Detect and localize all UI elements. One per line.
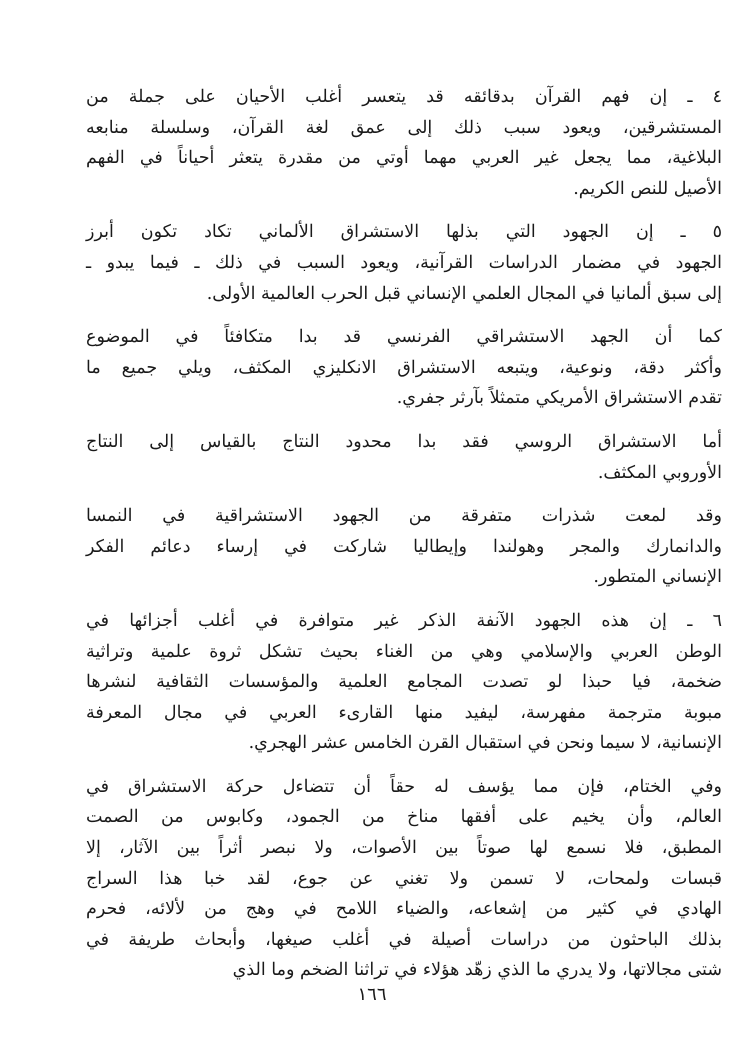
paragraph-gap <box>86 593 722 606</box>
paragraph-gap <box>86 309 722 322</box>
text-line: ضخمة، فيا حبذا لو تصدت المجامع العلمية والمؤسسات الثقافية لنشرها <box>86 672 722 693</box>
text-line: المستشرقين، ويعود سبب ذلك إلى عمق لغة القرآن، وسلسلة منابعه <box>86 117 722 138</box>
text-line: ٥ ـ إن الجهود التي بذلها الاستشراق الألماني تكاد تكون أبرز <box>86 222 722 243</box>
text-line: الوطن العربي والإسلامي وهي من الغناء بحيث تشكل ثروة علمية وتراثية <box>86 641 722 662</box>
paragraph-gap <box>86 204 722 217</box>
body-text <box>86 82 722 986</box>
text-line: الأصيل للنص الكريم. <box>573 178 722 199</box>
text-line: العالم، وأن يخيم على أفقها مناخ من الجمود، وكابوس من الصمت <box>86 807 722 828</box>
text-line: تقدم الاستشراق الأمريكي متمثلاً بآرثر جفري. <box>396 388 722 409</box>
text-line: وقد لمعت شذرات متفرقة من الجهود الاستشراقية في النمسا <box>86 506 722 527</box>
page-number: ١٦٦ <box>357 984 387 1005</box>
paragraph <box>86 427 722 488</box>
paragraph <box>86 82 722 204</box>
text-line: ٦ ـ إن هذه الجهود الآنفة الذكر غير متوافرة في أغلب أجزائها في <box>86 610 722 631</box>
text-line: وفي الختام، فإن مما يؤسف له حقاً أن تتضاءل حركة الاستشراق في <box>86 776 722 797</box>
text-line: كما أن الجهد الاستشراقي الفرنسي قد بدا متكافئاً في الموضوع <box>86 327 722 348</box>
text-line: وأكثر دقة، ونوعية، ويتبعه الاستشراق الانكليزي المكثف، ويلي جميع ما <box>86 357 722 378</box>
paragraph <box>86 501 722 593</box>
text-line: والدانمارك والمجر وهولندا وإيطاليا شاركت في إرساء دعائم الفكر <box>86 536 722 557</box>
text-line: شتى مجالاتها، ولا يدري ما الذي زهّد هؤلاء في تراثنا الضخم وما الذي <box>232 960 722 981</box>
paragraph <box>86 772 722 986</box>
text-line: الجهود في مضمار الدراسات القرآنية، ويعود السبب في ذلك ـ فيما يبدو ـ <box>86 252 722 273</box>
text-line: ٤ ـ إن فهم القرآن بدقائقه قد يتعسر أغلب الأحيان على جملة من <box>86 87 722 107</box>
paragraph <box>86 217 722 309</box>
text-line: أما الاستشراق الروسي فقد بدا محدود النتاج بالقياس إلى النتاج <box>86 431 722 452</box>
text-line: الهادي في كثير من إشعاعه، والضياء اللامح في وهج من لألائه، فحرم <box>86 899 722 920</box>
paragraph <box>86 606 722 759</box>
paragraph-gap <box>86 488 722 501</box>
text-line: الإنسانية، لا سيما ونحن في استقبال القرن الخامس عشر الهجري. <box>248 733 722 754</box>
text-line: المطبق، فلا نسمع لها صوتاً بين الأصوات، ولا نبصر أثراً بين الآثار، إلا <box>86 838 722 859</box>
paragraph-gap <box>86 759 722 772</box>
text-line: الإنساني المتطور. <box>593 567 722 588</box>
text-line: قبسات ولمحات، لا تسمن ولا تغني عن جوع، لقد خبا هذا السراج <box>86 868 722 889</box>
text-line: إلى سبق ألمانيا في المجال العلمي الإنساني قبل الحرب العالمية الأولى. <box>206 283 722 304</box>
paragraph <box>86 322 722 414</box>
paragraph-gap <box>86 414 722 427</box>
text-line: مبوبة مترجمة مفهرسة، ليفيد منها القارىء العربي في مجال المعرفة <box>86 702 722 723</box>
text-line: البلاغية، مما يجعل غير العربي مهما أوتي من مقدرة يتعثر أحياناً في الفهم <box>86 148 722 169</box>
text-line: الأوروبي المكثف. <box>597 462 722 483</box>
text-line: بذلك الباحثون من دراسات أصيلة في أغلب صيغها، وأبحاث طريفة في <box>86 929 722 950</box>
